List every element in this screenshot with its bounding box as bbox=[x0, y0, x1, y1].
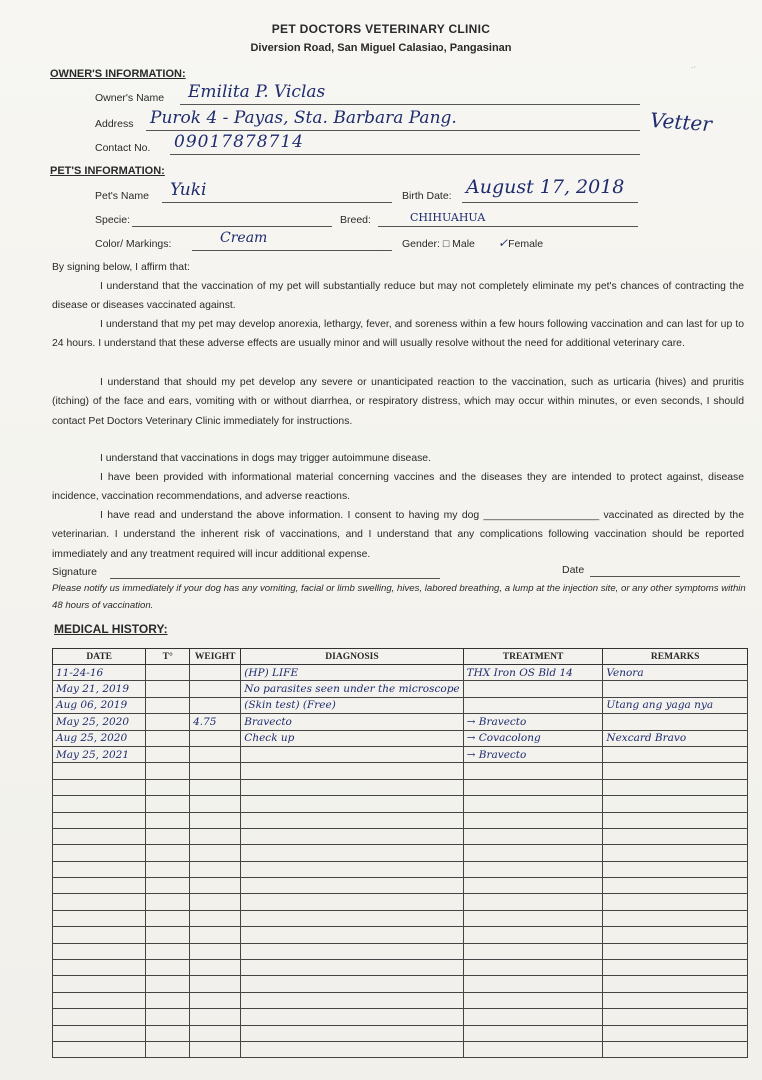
date-line bbox=[590, 576, 740, 577]
column-header-date: DATE bbox=[53, 649, 146, 665]
cell-date: Aug 06, 2019 bbox=[53, 697, 146, 713]
cell-weight bbox=[190, 779, 241, 795]
contact-label: Contact No. bbox=[95, 142, 151, 154]
cell-remarks bbox=[603, 812, 748, 828]
cell-treatment bbox=[463, 1009, 603, 1025]
cell-remarks bbox=[603, 845, 748, 861]
column-header-treatment: TREATMENT bbox=[463, 649, 603, 665]
consent-paragraph-1: I understand that the vaccination of my pet will substantially reduce but may not completely eliminate my pet's chances of contracting the disease or diseases vaccinated against. bbox=[52, 281, 744, 312]
cell-treatment: → Bravecto bbox=[463, 714, 603, 730]
cell-weight bbox=[190, 845, 241, 861]
cell-date bbox=[53, 943, 146, 959]
column-header-remarks: REMARKS bbox=[603, 649, 748, 665]
cell-treatment bbox=[463, 960, 603, 976]
cell-diagnosis bbox=[241, 878, 463, 894]
cell-diagnosis bbox=[241, 992, 463, 1008]
table-row bbox=[53, 665, 748, 681]
cell-date bbox=[53, 845, 146, 861]
cell-temperature bbox=[146, 992, 190, 1008]
cell-weight bbox=[190, 1025, 241, 1041]
address-label: Address bbox=[95, 118, 134, 130]
cell-weight bbox=[190, 960, 241, 976]
cell-treatment: → Bravecto bbox=[463, 746, 603, 762]
cell-diagnosis bbox=[241, 894, 463, 910]
medical-history-rows bbox=[53, 665, 748, 1058]
cell-diagnosis bbox=[241, 910, 463, 926]
cell-diagnosis bbox=[241, 960, 463, 976]
gender-female-label: Female bbox=[508, 238, 544, 250]
consent-paragraph-6: I have read and understand the above information. I consent to having my dog ____________________ vaccinated as directed by the veterinarian. I understand the inherent risk of vaccinations, and I understand that any complications following vaccination should be reported immediately and any treatment required will incur additional expense. bbox=[52, 510, 744, 560]
cell-treatment bbox=[463, 861, 603, 877]
cell-date bbox=[53, 828, 146, 844]
cell-temperature bbox=[146, 779, 190, 795]
table-row-empty bbox=[53, 878, 748, 894]
color-line bbox=[192, 250, 392, 251]
cell-remarks: Nexcard Bravo bbox=[603, 730, 748, 746]
cell-diagnosis bbox=[241, 943, 463, 959]
cell-weight bbox=[190, 878, 241, 894]
cell-diagnosis bbox=[241, 976, 463, 992]
table-row-empty bbox=[53, 1009, 748, 1025]
clinic-address: Diversion Road, San Miguel Calasiao, Pangasinan bbox=[250, 42, 512, 54]
cell-date bbox=[53, 763, 146, 779]
cell-remarks bbox=[603, 894, 748, 910]
contact-line bbox=[170, 154, 640, 155]
cell-date bbox=[53, 992, 146, 1008]
cell-treatment bbox=[463, 763, 603, 779]
pet-name-line bbox=[162, 202, 392, 203]
cell-temperature bbox=[146, 828, 190, 844]
cell-weight bbox=[190, 943, 241, 959]
cell-diagnosis bbox=[241, 779, 463, 795]
cell-remarks bbox=[603, 681, 748, 697]
owner-section-heading: OWNER'S INFORMATION: bbox=[50, 68, 186, 80]
cell-diagnosis: Bravecto bbox=[241, 714, 463, 730]
bleed-through-mark: .. bbox=[688, 59, 698, 72]
cell-treatment bbox=[463, 697, 603, 713]
cell-diagnosis: (Skin test) (Free) bbox=[241, 697, 463, 713]
cell-date: 11-24-16 bbox=[53, 665, 146, 681]
breed-value: CHIHUAHUA bbox=[410, 211, 486, 224]
cell-remarks bbox=[603, 746, 748, 762]
cell-treatment bbox=[463, 992, 603, 1008]
birth-date-line bbox=[462, 202, 638, 203]
gender-male-option: Gender: □ Male bbox=[402, 238, 475, 250]
column-header-temperature: T° bbox=[146, 649, 190, 665]
cell-temperature bbox=[146, 746, 190, 762]
cell-remarks bbox=[603, 910, 748, 926]
birth-date-value: August 17, 2018 bbox=[466, 176, 625, 198]
cell-treatment bbox=[463, 796, 603, 812]
cell-treatment bbox=[463, 976, 603, 992]
cell-temperature bbox=[146, 796, 190, 812]
specie-line bbox=[132, 226, 332, 227]
table-row-empty bbox=[53, 943, 748, 959]
cell-date bbox=[53, 796, 146, 812]
cell-weight bbox=[190, 927, 241, 943]
cell-remarks bbox=[603, 714, 748, 730]
cell-temperature bbox=[146, 910, 190, 926]
table-row-empty bbox=[53, 845, 748, 861]
post-vaccination-notice: Please notify us immediately if your dog has any vomiting, facial or limb swelling, hives, labored breathing, a lump at the injection site, or any other symptoms within 48 hours of vaccination. bbox=[52, 583, 746, 611]
cell-treatment bbox=[463, 878, 603, 894]
cell-date bbox=[53, 1041, 146, 1057]
cell-remarks bbox=[603, 1025, 748, 1041]
cell-treatment bbox=[463, 1025, 603, 1041]
cell-diagnosis bbox=[241, 746, 463, 762]
cell-temperature bbox=[146, 943, 190, 959]
birth-date-label: Birth Date: bbox=[402, 190, 452, 202]
cell-diagnosis bbox=[241, 927, 463, 943]
cell-date: May 21, 2019 bbox=[53, 681, 146, 697]
cell-remarks bbox=[603, 992, 748, 1008]
cell-date: Aug 25, 2020 bbox=[53, 730, 146, 746]
table-row-empty bbox=[53, 812, 748, 828]
date-label: Date bbox=[562, 564, 585, 576]
pet-name-value: Yuki bbox=[170, 180, 207, 200]
owner-name-line bbox=[180, 104, 640, 105]
cell-weight bbox=[190, 1041, 241, 1057]
specie-label: Specie: bbox=[95, 214, 131, 226]
color-label: Color/ Markings: bbox=[95, 238, 172, 250]
cell-temperature bbox=[146, 845, 190, 861]
cell-weight bbox=[190, 665, 241, 681]
cell-treatment bbox=[463, 910, 603, 926]
cell-temperature bbox=[146, 927, 190, 943]
table-row bbox=[53, 697, 748, 713]
cell-temperature bbox=[146, 861, 190, 877]
table-row-empty bbox=[53, 894, 748, 910]
address-line bbox=[146, 130, 640, 131]
female-check-mark: ✓ bbox=[498, 236, 509, 250]
cell-remarks: Utang ang yaga nya bbox=[603, 697, 748, 713]
cell-temperature bbox=[146, 697, 190, 713]
cell-weight bbox=[190, 976, 241, 992]
cell-diagnosis bbox=[241, 845, 463, 861]
cell-treatment bbox=[463, 943, 603, 959]
cell-remarks bbox=[603, 796, 748, 812]
cell-treatment bbox=[463, 779, 603, 795]
table-row-empty bbox=[53, 779, 748, 795]
cell-weight bbox=[190, 992, 241, 1008]
cell-weight: 4.75 bbox=[190, 714, 241, 730]
cell-diagnosis bbox=[241, 1009, 463, 1025]
cell-treatment bbox=[463, 812, 603, 828]
cell-temperature bbox=[146, 1041, 190, 1057]
table-row-empty bbox=[53, 861, 748, 877]
cell-weight bbox=[190, 812, 241, 828]
cell-treatment: THX Iron OS Bld 14 bbox=[463, 665, 603, 681]
cell-weight bbox=[190, 1009, 241, 1025]
pet-section-heading: PET'S INFORMATION: bbox=[50, 165, 165, 177]
cell-treatment bbox=[463, 1041, 603, 1057]
cell-remarks bbox=[603, 927, 748, 943]
cell-date bbox=[53, 960, 146, 976]
cell-remarks bbox=[603, 1041, 748, 1057]
cell-date bbox=[53, 910, 146, 926]
cell-date bbox=[53, 927, 146, 943]
cell-date bbox=[53, 878, 146, 894]
table-header-row bbox=[53, 649, 748, 665]
cell-date bbox=[53, 779, 146, 795]
table-row-empty bbox=[53, 828, 748, 844]
medical-history-table bbox=[52, 648, 748, 1058]
cell-weight bbox=[190, 763, 241, 779]
cell-weight bbox=[190, 894, 241, 910]
column-header-weight: WEIGHT bbox=[190, 649, 241, 665]
cell-diagnosis bbox=[241, 796, 463, 812]
cell-diagnosis bbox=[241, 763, 463, 779]
cell-remarks bbox=[603, 861, 748, 877]
cell-temperature bbox=[146, 665, 190, 681]
consent-paragraph-2: I understand that my pet may develop anorexia, lethargy, fever, and soreness within a few hours following vaccination and can last for up to 24 hours. I understand that these adverse effects are usually minor and will usually resolve without the need for additional veterinary care. bbox=[52, 319, 744, 350]
cell-treatment bbox=[463, 894, 603, 910]
cell-remarks bbox=[603, 1009, 748, 1025]
cell-diagnosis bbox=[241, 1025, 463, 1041]
address-value: Purok 4 - Payas, Sta. Barbara Pang. bbox=[150, 108, 457, 128]
consent-paragraph-3: I understand that should my pet develop any severe or unanticipated reaction to the vaccination, such as urticaria (hives) and pruritis (itching) of the face and ears, vomiting with or without diarrhea, or respiratory distress, which may occur within minutes, or even seconds, I should contact Pet Doctors Veterinary Clinic immediately for instructions. bbox=[52, 377, 744, 427]
signature-label: Signature bbox=[52, 566, 97, 578]
cell-weight bbox=[190, 746, 241, 762]
cell-temperature bbox=[146, 763, 190, 779]
consent-intro: By signing below, I affirm that: bbox=[52, 262, 190, 273]
cell-diagnosis bbox=[241, 812, 463, 828]
breed-label: Breed: bbox=[340, 214, 371, 226]
cell-date bbox=[53, 861, 146, 877]
signature-line bbox=[110, 578, 440, 579]
gender-female-option bbox=[498, 236, 543, 250]
color-value: Cream bbox=[220, 230, 268, 246]
cell-date bbox=[53, 894, 146, 910]
cell-treatment bbox=[463, 828, 603, 844]
cell-remarks bbox=[603, 779, 748, 795]
cell-weight bbox=[190, 796, 241, 812]
table-row-empty bbox=[53, 796, 748, 812]
pet-name-label: Pet's Name bbox=[95, 190, 149, 202]
owner-name-label: Owner's Name bbox=[95, 92, 165, 104]
cell-diagnosis: (HP) LIFE bbox=[241, 665, 463, 681]
cell-date bbox=[53, 812, 146, 828]
breed-line bbox=[378, 226, 638, 227]
cell-weight bbox=[190, 828, 241, 844]
cell-date bbox=[53, 1025, 146, 1041]
cell-treatment bbox=[463, 927, 603, 943]
medical-history-heading: MEDICAL HISTORY: bbox=[54, 622, 168, 636]
cell-treatment bbox=[463, 845, 603, 861]
table-row bbox=[53, 746, 748, 762]
table-row bbox=[53, 714, 748, 730]
cell-remarks bbox=[603, 828, 748, 844]
cell-remarks: Venora bbox=[603, 665, 748, 681]
table-row-empty bbox=[53, 992, 748, 1008]
cell-temperature bbox=[146, 681, 190, 697]
table-row-empty bbox=[53, 1025, 748, 1041]
cell-temperature bbox=[146, 1025, 190, 1041]
table-row-empty bbox=[53, 1041, 748, 1057]
cell-temperature bbox=[146, 878, 190, 894]
cell-date: May 25, 2021 bbox=[53, 746, 146, 762]
consent-paragraph-4: I understand that vaccinations in dogs may trigger autoimmune disease. bbox=[100, 453, 431, 464]
cell-diagnosis bbox=[241, 861, 463, 877]
cell-diagnosis: Check up bbox=[241, 730, 463, 746]
table-row bbox=[53, 681, 748, 697]
cell-weight bbox=[190, 730, 241, 746]
cell-remarks bbox=[603, 976, 748, 992]
margin-note: Vetter bbox=[649, 107, 713, 137]
cell-date bbox=[53, 1009, 146, 1025]
cell-weight bbox=[190, 697, 241, 713]
contact-value: 09017878714 bbox=[174, 132, 304, 152]
consent-paragraph-5: I have been provided with informational material concerning vaccines and the diseases they are intended to protect against, disease incidence, vaccination recommendations, and adverse reactions. bbox=[52, 472, 744, 503]
owner-name-value: Emilita P. Viclas bbox=[188, 82, 326, 102]
cell-temperature bbox=[146, 960, 190, 976]
cell-date bbox=[53, 976, 146, 992]
cell-weight bbox=[190, 910, 241, 926]
table-row-empty bbox=[53, 763, 748, 779]
cell-temperature bbox=[146, 1009, 190, 1025]
cell-treatment bbox=[463, 681, 603, 697]
table-row-empty bbox=[53, 960, 748, 976]
cell-temperature bbox=[146, 714, 190, 730]
cell-treatment: → Covacolong bbox=[463, 730, 603, 746]
cell-temperature bbox=[146, 812, 190, 828]
cell-diagnosis: No parasites seen under the microscope bbox=[241, 681, 463, 697]
cell-temperature bbox=[146, 976, 190, 992]
cell-remarks bbox=[603, 763, 748, 779]
cell-weight bbox=[190, 861, 241, 877]
clinic-title: PET DOCTORS VETERINARY CLINIC bbox=[271, 22, 491, 36]
cell-date: May 25, 2020 bbox=[53, 714, 146, 730]
cell-remarks bbox=[603, 943, 748, 959]
table-row-empty bbox=[53, 976, 748, 992]
cell-diagnosis bbox=[241, 1041, 463, 1057]
table-row-empty bbox=[53, 927, 748, 943]
cell-remarks bbox=[603, 960, 748, 976]
cell-temperature bbox=[146, 730, 190, 746]
table-row bbox=[53, 730, 748, 746]
column-header-diagnosis: DIAGNOSIS bbox=[241, 649, 463, 665]
table-row-empty bbox=[53, 910, 748, 926]
cell-remarks bbox=[603, 878, 748, 894]
cell-diagnosis bbox=[241, 828, 463, 844]
cell-temperature bbox=[146, 894, 190, 910]
cell-weight bbox=[190, 681, 241, 697]
